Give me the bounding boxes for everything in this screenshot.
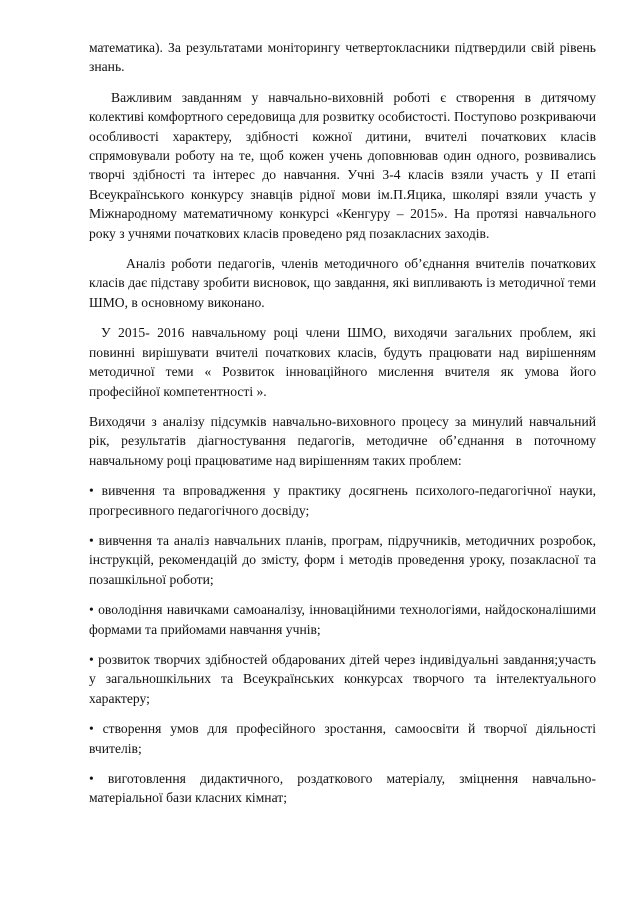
bullet-item: • оволодіння навичками самоаналізу, інноваційними технологіями, найдосконалішими формами та прийомами навчання учнів;: [89, 602, 596, 637]
bullet-item: • створення умов для професійного зростання, самоосвіти й творчої діяльності вчителів;: [89, 721, 596, 756]
bullet-item: • розвиток творчих здібностей обдарованих дітей через індивідуальні завдання;участь у загальношкільних та Всеукраїнських конкурсах творчого та інтелектуального характеру;: [89, 651, 596, 706]
paragraph-comfortable-environment: Важливим завданням у навчально-виховній роботі є створення в дитячому колективі комфортного середовища для розвитку особистості. Поступово розкриваючи особливості характеру, здібності кожної дитини, вчителі початкових класів спрямовували роботу на те, щоб кожен учень доповнював один одного, розвивались творчі здібності та інтерес до навчання. Учні 3-4 класів взяли участь у ІІ етапі Всеукраїнського конкурсу знавців рідної мови ім.П.Яцика, школярі взяли участь у Міжнародному математичному конкурсі «Кенгуру – 2015». На протязі навчального року з учнями початкових класів проведено ряд позакласних заходів.: [89, 89, 596, 241]
bullet-item: • виготовлення дидактичного, роздаткового матеріалу, зміцнення навчально-матеріальної бази класних кімнат;: [89, 771, 596, 806]
bullet-item: • вивчення та впровадження у практику досягнень психолого-педагогічної науки, прогресивного педагогічного досвіду;: [89, 483, 596, 518]
paragraph-methodical-theme: У 2015- 2016 навчальному році члени ШМО, виходячи загальних проблем, які повинні вирішувати вчителі початкових класів, будуть працювати над вирішенням методичної теми « Розвиток інноваційного мислення вчителя як умова його професійної компетентності ».: [89, 325, 596, 399]
paragraph-continuation: математика). За результатами моніторингу четвертокласники підтвердили свій рівень знань.: [89, 40, 596, 75]
paragraph-problems-intro: Виходячи з аналізу підсумків навчально-виховного процесу за минулий навчальний рік, результатів діагностування педагогів, методичне об’єднання в поточному навчальному році працюватиме над вирішенням таких проблем:: [89, 413, 596, 468]
paragraph-work-analysis: Аналіз роботи педагогів, членів методичного об’єднання вчителів початкових класів дає підставу зробити висновок, що завдання, які випливають із методичної теми ШМО, в основному виконано.: [89, 256, 596, 310]
bullet-item: • вивчення та аналіз навчальних планів, програм, підручників, методичних розробок, інструкцій, рекомендацій до змісту, форм і методів проведення уроку, позакласної та позашкільної роботи;: [89, 532, 596, 587]
